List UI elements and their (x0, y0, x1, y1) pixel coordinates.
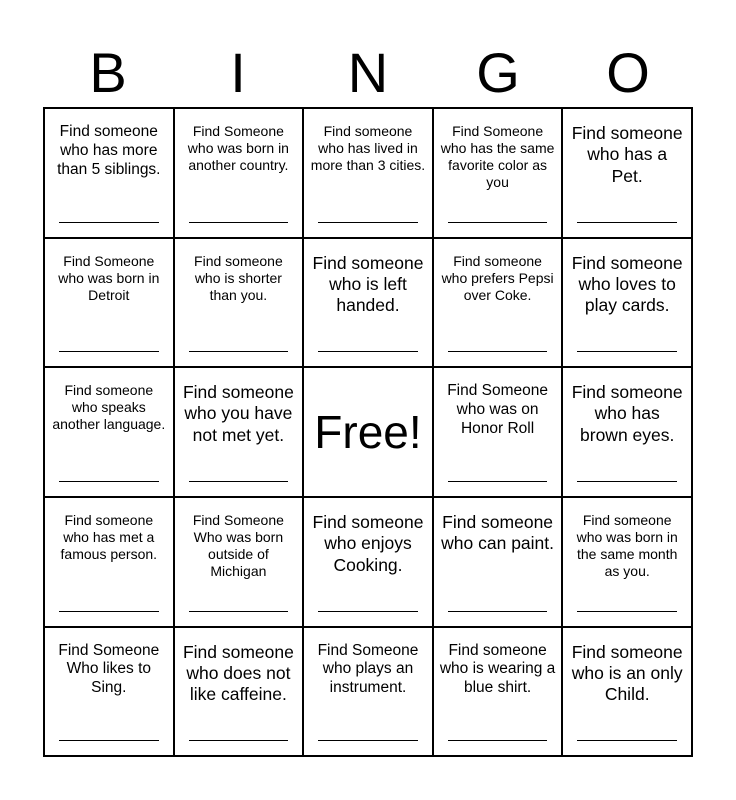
bingo-cell[interactable] (304, 498, 434, 628)
signature-line (59, 740, 159, 741)
signature-line (318, 740, 418, 741)
bingo-cell[interactable] (434, 498, 564, 628)
signature-line (59, 611, 159, 612)
bingo-cell[interactable] (45, 368, 175, 498)
cell-text: Find Someone Who likes to Sing. (58, 641, 160, 697)
header-letter-g: G (476, 41, 520, 104)
bingo-cell[interactable] (45, 628, 175, 758)
cell-text: Find someone who can paint. (441, 512, 555, 554)
cell-text: Find Someone Who was born outside of Michigan (192, 512, 284, 580)
cell-text: Find someone who prefers Pepsi over Coke. (441, 252, 554, 303)
signature-line (448, 351, 548, 352)
bingo-cell[interactable] (304, 109, 434, 239)
signature-line (318, 351, 418, 352)
cell-text: Find Someone who was on Honor Roll (447, 382, 548, 437)
signature-line (318, 611, 418, 612)
cell-text: Find someone who enjoys Cooking. (312, 512, 424, 575)
signature-line (318, 222, 418, 223)
cell-text: Find someone who loves to play cards. (571, 252, 683, 316)
cell-text: Find someone who does not like caffeine. (182, 641, 294, 705)
cell-text: Find someone who was born in the same month as you. (576, 512, 678, 580)
signature-line (577, 740, 677, 741)
signature-line (577, 611, 677, 612)
bingo-cell[interactable] (175, 239, 305, 369)
bingo-cell[interactable] (304, 239, 434, 369)
cell-text: Find someone who has a Pet. (571, 123, 683, 186)
cell-text: Find someone who is shorter than you. (194, 252, 283, 303)
bingo-cell[interactable] (434, 109, 564, 239)
bingo-cell[interactable] (175, 109, 305, 239)
signature-line (448, 481, 548, 482)
cell-text: Find someone who has brown eyes. (571, 382, 683, 445)
signature-line (577, 351, 677, 352)
bingo-cell[interactable] (304, 628, 434, 758)
cell-text: Find someone who is left handed. (312, 252, 424, 316)
cell-text: Find someone who you have not met yet. (182, 382, 294, 445)
bingo-cell[interactable] (175, 368, 305, 498)
signature-line (448, 740, 548, 741)
bingo-cell[interactable] (434, 628, 564, 758)
header-letter-o: O (606, 41, 650, 104)
bingo-grid (43, 107, 693, 757)
bingo-cell[interactable] (175, 498, 305, 628)
bingo-cell[interactable] (45, 109, 175, 239)
signature-line (448, 222, 548, 223)
bingo-cell[interactable] (45, 239, 175, 369)
signature-line (189, 351, 289, 352)
bingo-cell[interactable] (563, 368, 693, 498)
cell-text: Find someone who has more than 5 siblings. (57, 123, 161, 178)
signature-line (448, 611, 548, 612)
signature-line (577, 481, 677, 482)
bingo-header (43, 42, 693, 104)
signature-line (577, 222, 677, 223)
cell-text: Find someone who is wearing a blue shirt. (439, 641, 556, 697)
signature-line (59, 481, 159, 482)
free-space-cell[interactable] (304, 368, 434, 498)
signature-line (189, 222, 289, 223)
signature-line (189, 740, 289, 741)
cell-text: Find someone who speaks another language. (52, 382, 166, 433)
free-space-text: Free! (314, 406, 422, 458)
cell-text: Find someone who is an only Child. (571, 641, 683, 705)
bingo-cell[interactable] (45, 498, 175, 628)
cell-text: Find Someone who was born in another country. (187, 123, 289, 174)
header-letter-n: N (347, 41, 389, 104)
signature-line (59, 222, 159, 223)
signature-line (189, 481, 289, 482)
cell-text: Find someone who has lived in more than 3 cities. (310, 123, 426, 174)
bingo-cell[interactable] (563, 239, 693, 369)
bingo-cell[interactable] (563, 628, 693, 758)
cell-text: Find someone who has met a famous person. (60, 512, 158, 563)
signature-line (189, 611, 289, 612)
cell-text: Find Someone who plays an instrument. (317, 641, 419, 697)
cell-text: Find Someone who was born in Detroit (58, 252, 160, 303)
bingo-cell[interactable] (434, 368, 564, 498)
bingo-cell[interactable] (563, 109, 693, 239)
header-letter-i: I (230, 41, 246, 104)
cell-text: Find Someone who has the same favorite color as you (440, 123, 555, 191)
bingo-cell[interactable] (434, 239, 564, 369)
bingo-cell[interactable] (175, 628, 305, 758)
signature-line (59, 351, 159, 352)
header-letter-b: B (89, 41, 127, 104)
bingo-cell[interactable] (563, 498, 693, 628)
